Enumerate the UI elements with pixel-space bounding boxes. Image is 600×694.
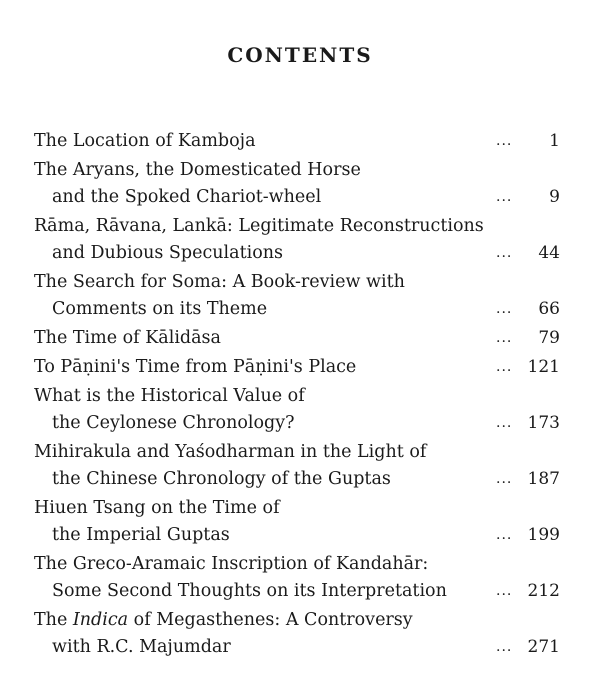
leader-dots: ... (496, 415, 513, 431)
toc-entry (34, 383, 566, 439)
toc-entry-title-line (34, 157, 566, 184)
toc-entry (34, 551, 566, 607)
toc-entry-title: The Indica of Megasthenes: A Controversy (34, 610, 413, 630)
toc-page-number: 44 (538, 243, 560, 263)
toc-entry-title-line (34, 354, 566, 381)
leader-dots: ... (496, 189, 513, 205)
page-title: CONTENTS (227, 43, 373, 67)
toc-entry (34, 354, 566, 383)
toc-entry-title-continued: the Chinese Chronology of the Guptas (52, 469, 391, 489)
toc-entry (34, 213, 566, 269)
leader-dots: ... (496, 330, 513, 346)
toc-entry (34, 607, 566, 663)
toc-entry-title-continued: the Ceylonese Chronology? (52, 413, 295, 433)
leader-dots: ... (496, 133, 513, 149)
toc-entry-title-line (34, 269, 566, 296)
toc-entry-title: What is the Historical Value of (34, 386, 305, 406)
toc-entry-title-continued: and Dubious Speculations (52, 243, 283, 263)
toc-page-number: 79 (538, 328, 560, 348)
table-of-contents (34, 128, 566, 663)
toc-page-number: 9 (549, 187, 560, 207)
leader-dots: ... (496, 245, 513, 261)
toc-entry-title-line (34, 466, 566, 493)
toc-entry-title: Mihirakula and Yaśodharman in the Light of (34, 442, 427, 462)
toc-entry-title-continued: Some Second Thoughts on its Interpretation (52, 581, 447, 601)
toc-entry (34, 157, 566, 213)
toc-entry-title-line (34, 128, 566, 155)
toc-entry-title: The Aryans, the Domesticated Horse (34, 160, 361, 180)
toc-entry-title-line (34, 296, 566, 323)
toc-entry-title-line (34, 213, 566, 240)
toc-page-number: 199 (527, 525, 560, 545)
toc-entry-title-continued: the Imperial Guptas (52, 525, 230, 545)
toc-entry-title-continued: with R.C. Majumdar (52, 637, 231, 657)
toc-entry-title-line (34, 522, 566, 549)
toc-entry (34, 495, 566, 551)
toc-page-number: 212 (527, 581, 560, 601)
toc-entry-title-line (34, 578, 566, 605)
toc-entry-title-line (34, 410, 566, 437)
toc-page-number: 121 (527, 357, 560, 377)
toc-entry-title-line (34, 184, 566, 211)
leader-dots: ... (496, 583, 513, 599)
toc-entry-title: The Location of Kamboja (34, 131, 256, 151)
toc-entry-title-line (34, 607, 566, 634)
toc-entry-title: The Time of Kālidāsa (34, 328, 221, 348)
toc-entry-title-continued: and the Spoked Chariot-wheel (52, 187, 322, 207)
toc-entry-title-line (34, 439, 566, 466)
toc-entry-title-line (34, 551, 566, 578)
toc-page-number: 271 (527, 637, 560, 657)
leader-dots: ... (496, 639, 513, 655)
toc-entry-title-continued: Comments on its Theme (52, 299, 268, 319)
toc-entry-title-line (34, 495, 566, 522)
toc-page-number: 187 (527, 469, 560, 489)
toc-page-number: 1 (549, 131, 560, 151)
toc-page-number: 173 (527, 413, 560, 433)
leader-dots: ... (496, 301, 513, 317)
toc-page-number: 66 (538, 299, 560, 319)
toc-entry-title: The Greco-Aramaic Inscription of Kandahār: (34, 554, 429, 574)
toc-entry-title-line (34, 325, 566, 352)
toc-entry-title: The Search for Soma: A Book-review with (34, 272, 405, 292)
toc-entry-title: Rāma, Rāvana, Lankā: Legitimate Reconstructions (34, 216, 484, 236)
toc-entry-title-line (34, 240, 566, 267)
toc-entry-title-line (34, 383, 566, 410)
leader-dots: ... (496, 359, 513, 375)
leader-dots: ... (496, 471, 513, 487)
book-title-italic: Indica (72, 610, 129, 630)
toc-entry-title: To Pāṇini's Time from Pāṇini's Place (34, 357, 357, 377)
toc-entry (34, 439, 566, 495)
toc-entry (34, 325, 566, 354)
toc-entry (34, 269, 566, 325)
toc-entry (34, 128, 566, 157)
leader-dots: ... (496, 527, 513, 543)
toc-entry-title-line (34, 634, 566, 661)
toc-entry-title: Hiuen Tsang on the Time of (34, 498, 280, 518)
